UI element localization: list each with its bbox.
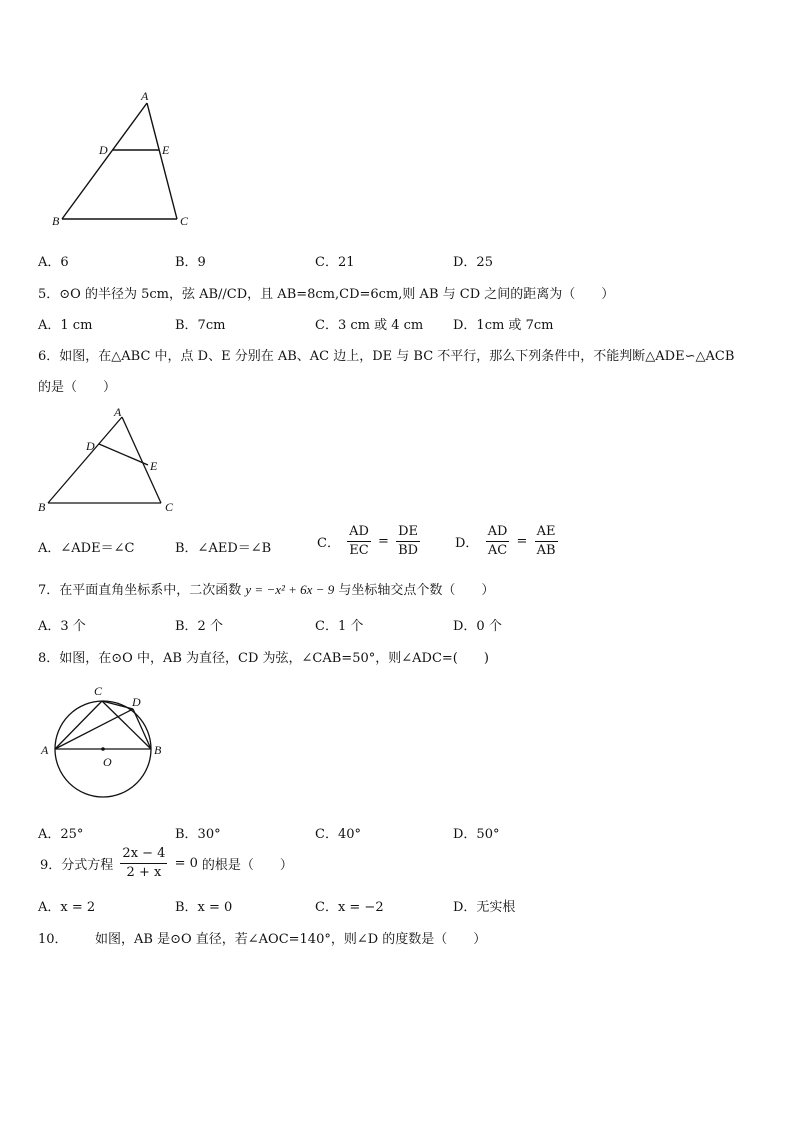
label-b: B [52,214,60,228]
circle-figure-q8 [36,680,171,805]
q7-formula: y = −x² + 6x − 9 [245,582,335,597]
q10-stem: 如图，AB 是⊙O 直径，若∠AOC=140°，则∠D 的度数是（ ） [95,932,487,947]
label-a: A [114,405,122,419]
fraction-denominator: BD [398,543,419,558]
label-b: B [154,743,162,757]
q9-equals-zero: = 0 [174,856,198,871]
q9-stem-post: 的根是（ ） [201,858,293,873]
q7-option-d[interactable]: D．0 个 [453,619,502,634]
q8-option-a[interactable]: A．25° [38,827,84,842]
q4-option-b[interactable]: B．9 [175,255,206,270]
q4-option-c[interactable]: C．21 [315,255,355,270]
q10-number: 10． [38,932,68,947]
fraction-numerator: AD [347,523,371,542]
label-d: D [132,695,141,709]
q7-stem-pre: 7．在平面直角坐标系中，二次函数 [38,583,246,598]
q4-option-d[interactable]: D．25 [453,255,493,270]
label-a: A [41,743,49,757]
fraction [396,523,420,560]
q7-stem-post: 与坐标轴交点个数（ ） [334,583,495,598]
q8-option-c[interactable]: C．40° [315,827,361,842]
label-e: E [162,143,170,157]
fraction-denominator: EC [349,543,369,558]
label-c: C [94,684,103,698]
fraction-numerator: AD [486,523,510,542]
q9-stem-pre: 9．分式方程 [40,858,114,873]
q9-stem [38,845,295,882]
q7-option-b[interactable]: B．2 个 [175,619,223,634]
label-c: C [165,500,174,514]
q6-stem-line2: 的是（ ） [38,380,117,395]
q5-option-b[interactable]: B．7cm [175,318,226,333]
q9-option-b[interactable]: B．x = 0 [175,900,233,915]
fraction [347,523,371,560]
q7-option-a[interactable]: A．3 个 [38,619,86,634]
equals-sign: = [516,534,528,549]
q5-option-d[interactable]: D．1cm 或 7cm [453,318,554,333]
fraction [535,523,558,560]
label-o: O [103,755,112,769]
label-d: D [86,439,95,453]
q5-stem: 5．⊙O 的半径为 5cm，弦 AB//CD，且 AB=8cm,CD=6cm,则 AB 与 CD 之间的距离为（ ） [38,287,615,302]
fraction [486,523,510,560]
q5-option-c[interactable]: C．3 cm 或 4 cm [315,318,424,333]
label-e: E [150,459,158,473]
q4-option-a[interactable]: A．6 [38,255,69,270]
q6-option-c[interactable] [315,523,421,560]
triangle-figure-q4 [50,88,200,233]
q7-option-c[interactable]: C．1 个 [315,619,364,634]
q9-option-c[interactable]: C．x = −2 [315,900,384,915]
fraction-numerator: 2x − 4 [120,845,167,864]
fraction-denominator: AC [487,543,508,558]
fraction-numerator: DE [396,523,420,542]
q8-stem: 8．如图，在⊙O 中，AB 为直径，CD 为弦，∠CAB=50°，则∠ADC=( ) [38,651,489,666]
fraction-denominator: 2 + x [126,865,162,880]
q6-stem-line1: 6．如图，在△ABC 中，点 D、E 分别在 AB、AC 边上，DE 与 BC 不平行，那么下列条件中，不能判断△ADE∽△ACB [38,349,735,364]
fraction [120,845,167,882]
fraction-denominator: AB [536,543,556,558]
equals-sign: = [378,534,389,549]
q8-option-b[interactable]: B．30° [175,827,221,842]
q6-option-c-prefix: C． [317,536,340,551]
q6-option-d-prefix: D． [455,536,479,551]
q9-option-a[interactable]: A．x = 2 [38,900,96,915]
label-c: C [180,214,189,228]
q5-option-a[interactable]: A．1 cm [38,318,93,333]
label-d: D [99,143,108,157]
label-a: A [141,89,149,103]
q6-option-b[interactable]: B．∠AED＝∠B [175,541,272,556]
fraction-numerator: AE [535,523,558,542]
label-b: B [38,500,46,514]
q7-stem [38,579,494,598]
q9-option-d[interactable]: D．无实根 [453,900,516,915]
q6-option-d[interactable] [453,523,559,560]
q8-option-d[interactable]: D．50° [453,827,500,842]
triangle-figure-q6 [34,403,184,518]
q6-option-a[interactable]: A．∠ADE＝∠C [38,541,135,556]
